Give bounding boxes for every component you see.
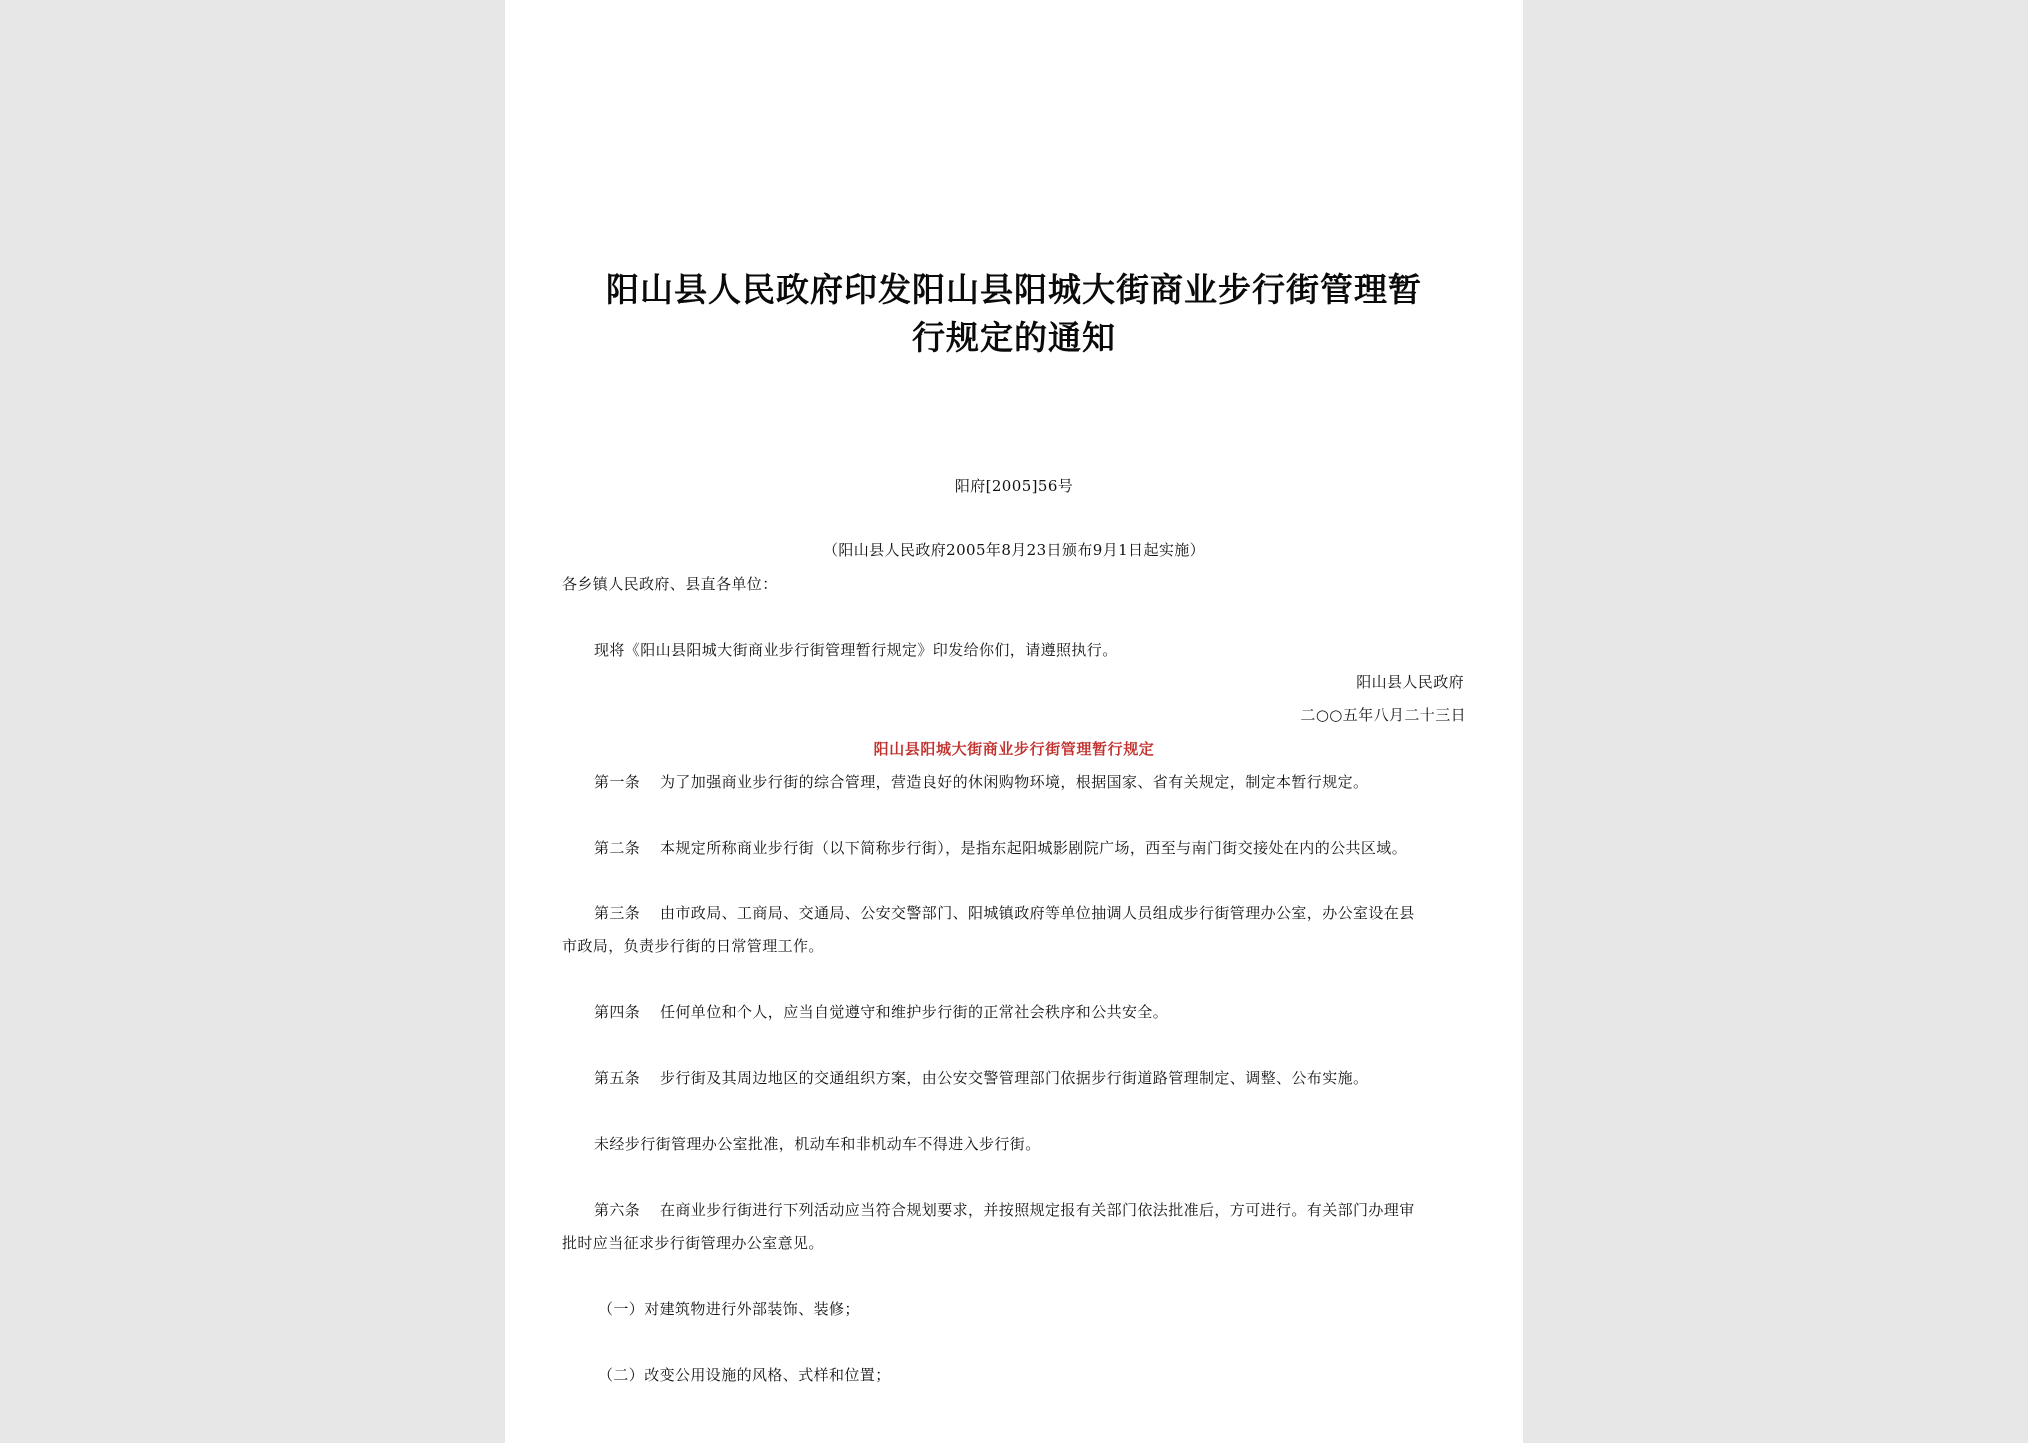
publication-note: （阳山县人民政府2005年8月23日颁布9月1日起实施） — [822, 541, 1206, 559]
body-paragraph: 现将《阳山县阳城大街商业步行街管理暂行规定》印发给你们，请遵照执行。 — [594, 641, 1118, 659]
article-number: 第五条 — [594, 1069, 641, 1087]
article-6 — [594, 1199, 1415, 1220]
signature: 阳山县人民政府 — [1356, 673, 1464, 691]
article-text: 任何单位和个人，应当自觉遵守和维护步行街的正常社会秩序和公共安全。 — [660, 1003, 1169, 1021]
article-text: 由市政局、工商局、交通局、公安交警部门、阳城镇政府等单位抽调人员组成步行街管理办公室，办公室设在县 — [660, 904, 1415, 922]
article-text: 在商业步行街进行下列活动应当符合规划要求，并按照规定报有关部门依法批准后，方可进行。有关部门办理审 — [660, 1201, 1415, 1219]
addressee: 各乡镇人民政府、县直各单位： — [562, 575, 778, 593]
article-number: 第二条 — [594, 839, 641, 857]
list-item: （二）改变公用设施的风格、式样和位置； — [598, 1366, 891, 1384]
document-title-line-1: 阳山县人民政府印发阳山县阳城大街商业步行街管理暂 — [606, 270, 1422, 309]
article-4 — [594, 1001, 1168, 1022]
article-3 — [594, 902, 1415, 923]
article-5 — [594, 1067, 1368, 1088]
article-number: 第四条 — [594, 1003, 641, 1021]
article-6-continued: 批时应当征求步行街管理办公室意见。 — [562, 1234, 824, 1252]
list-item: （一）对建筑物进行外部装饰、装修； — [598, 1300, 860, 1318]
article-text: 本规定所称商业步行街（以下简称步行街），是指东起阳城影剧院广场，西至与南门街交接处在内的公共区域。 — [660, 839, 1408, 857]
article-number: 第三条 — [594, 904, 641, 922]
document-title-line-2: 行规定的通知 — [912, 318, 1116, 357]
regulation-title: 阳山县阳城大街商业步行街管理暂行规定 — [873, 740, 1155, 758]
article-3-continued: 市政局，负责步行街的日常管理工作。 — [562, 937, 824, 955]
article-text: 为了加强商业步行街的综合管理，营造良好的休闲购物环境，根据国家、省有关规定，制定本暂行规定。 — [660, 773, 1369, 791]
article-2 — [594, 837, 1407, 858]
signature-date: 二○○五年八月二十三日 — [1300, 706, 1466, 724]
document-page — [505, 0, 1523, 1443]
article-text: 步行街及其周边地区的交通组织方案，由公安交警管理部门依据步行街道路管理制定、调整、公布实施。 — [660, 1069, 1369, 1087]
article-number: 第一条 — [594, 773, 641, 791]
article-5-paragraph: 未经步行街管理办公室批准，机动车和非机动车不得进入步行街。 — [594, 1135, 1041, 1153]
article-1 — [594, 771, 1368, 792]
document-number: 阳府[2005]56号 — [954, 477, 1074, 495]
article-number: 第六条 — [594, 1201, 641, 1219]
